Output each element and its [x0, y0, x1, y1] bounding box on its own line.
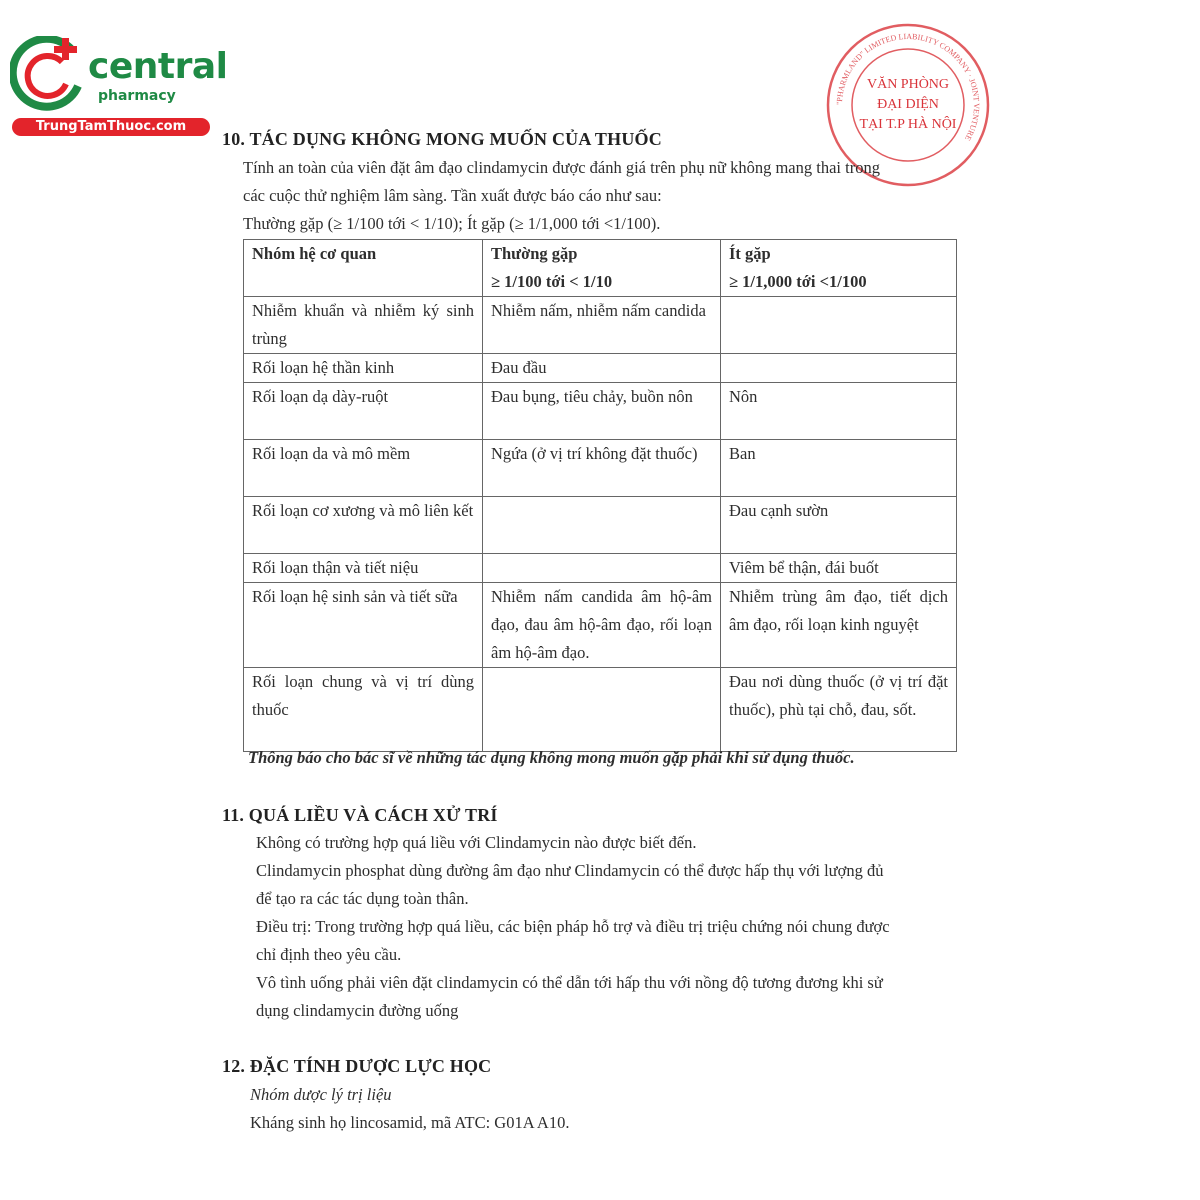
s11-line: chỉ định theo yêu cầu. — [256, 945, 402, 964]
s10-line: Tính an toàn của viên đặt âm đạo clindamycin được đánh giá trên phụ nữ không mang thai trong — [243, 158, 880, 177]
section-11-body — [256, 829, 890, 1025]
table-cell: Đau nơi dùng thuốc (ở vị trí đặt thuốc), phù tại chỗ, đau, sốt. — [721, 668, 957, 752]
table-cell: Ngứa (ở vị trí không đặt thuốc) — [483, 440, 721, 497]
table-cell: Rối loạn thận và tiết niệu — [244, 554, 483, 583]
section-12-title: 12. ĐẶC TÍNH DƯỢC LỰC HỌC — [222, 1056, 492, 1076]
header-cell: Ít gặp ≥ 1/1,000 tới <1/100 — [721, 240, 957, 297]
table-cell — [483, 497, 721, 554]
table-cell: Nhiễm khuẩn và nhiễm ký sinh trùng — [244, 297, 483, 354]
table-row — [244, 554, 957, 583]
s11-line: để tạo ra các tác dụng toàn thân. — [256, 889, 469, 908]
adverse-effects-table — [243, 239, 957, 752]
section-12-subtitle: Nhóm dược lý trị liệu — [250, 1085, 392, 1104]
table-cell: Nhiễm trùng âm đạo, tiết dịch âm đạo, rối loạn kinh nguyệt — [721, 583, 957, 668]
logo-brand: central — [88, 46, 228, 87]
section-12-line: Kháng sinh họ lincosamid, mã ATC: G01A A10. — [250, 1113, 570, 1132]
table-row — [244, 354, 957, 383]
stamp-line-3: TẠI T.P HÀ NỘI — [859, 117, 957, 132]
table-cell: Đau đầu — [483, 354, 721, 383]
table-row — [244, 583, 957, 668]
table-cell: Rối loạn cơ xương và mô liên kết — [244, 497, 483, 554]
s11-line: dụng clindamycin đường uống — [256, 1001, 459, 1020]
logo-sub: pharmacy — [98, 88, 176, 104]
table-cell — [483, 668, 721, 752]
table-cell: Rối loạn dạ dày-ruột — [244, 383, 483, 440]
s11-line: Điều trị: Trong trường hợp quá liều, các biện pháp hỗ trợ và điều trị triệu chứng nói chung được — [256, 917, 890, 936]
stamp-line-1: VĂN PHÒNG — [866, 77, 950, 92]
table-cell: Viêm bể thận, đái buốt — [721, 554, 957, 583]
table-row — [244, 297, 957, 354]
s10-line: Thường gặp (≥ 1/100 tới < 1/10); Ít gặp (≥ 1/1,000 tới <1/100). — [243, 214, 661, 233]
stamp-ring-text: "PHARMLAND" LIMITED LIABILITY COMPANY · JOINT VENTURE — [834, 31, 982, 143]
table-cell: Rối loạn hệ thần kinh — [244, 354, 483, 383]
central-pharmacy-logo — [10, 36, 228, 136]
s10-line: các cuộc thử nghiệm lâm sàng. Tần xuất được báo cáo như sau: — [243, 186, 662, 205]
s11-line: Clindamycin phosphat dùng đường âm đạo như Clindamycin có thể được hấp thụ với lượng đủ — [256, 861, 884, 880]
section-10-title: 10. TÁC DỤNG KHÔNG MONG MUỐN CỦA THUỐC — [222, 129, 662, 149]
s11-line: Không có trường hợp quá liều với Clindamycin nào được biết đến. — [256, 833, 697, 852]
table-cell — [721, 354, 957, 383]
table-cell — [483, 554, 721, 583]
table-cell: Ban — [721, 440, 957, 497]
section-10-note: Thông báo cho bác sĩ về những tác dụng không mong muốn gặp phải khi sử dụng thuốc. — [248, 748, 855, 767]
stamp-line-2: ĐẠI DIỆN — [877, 97, 939, 112]
table-cell: Nôn — [721, 383, 957, 440]
table-cell: Nhiễm nấm candida âm hộ-âm đạo, đau âm hộ-âm đạo, rối loạn âm hộ-âm đạo. — [483, 583, 721, 668]
s11-line: Vô tình uống phải viên đặt clindamycin có thể dẫn tới hấp thu với nồng độ tương đương khi sử — [256, 973, 883, 992]
table-row — [244, 440, 957, 497]
table-cell — [721, 297, 957, 354]
logo-mark-icon — [10, 36, 90, 116]
table-row — [244, 383, 957, 440]
table-cell: Rối loạn hệ sinh sản và tiết sữa — [244, 583, 483, 668]
table-cell: Rối loạn chung và vị trí dùng thuốc — [244, 668, 483, 752]
table-row — [244, 497, 957, 554]
table-cell: Đau bụng, tiêu chảy, buồn nôn — [483, 383, 721, 440]
header-cell: Thường gặp ≥ 1/100 tới < 1/10 — [483, 240, 721, 297]
logo-site-link[interactable]: TrungTamThuoc.com — [12, 118, 210, 136]
table-header-row — [244, 240, 957, 297]
table-cell: Rối loạn da và mô mềm — [244, 440, 483, 497]
table-row — [244, 668, 957, 752]
header-cell: Nhóm hệ cơ quan — [244, 240, 483, 297]
table-cell: Đau cạnh sườn — [721, 497, 957, 554]
section-11-title: 11. QUÁ LIỀU VÀ CÁCH XỬ TRÍ — [222, 805, 498, 825]
table-cell: Nhiễm nấm, nhiễm nấm candida — [483, 297, 721, 354]
